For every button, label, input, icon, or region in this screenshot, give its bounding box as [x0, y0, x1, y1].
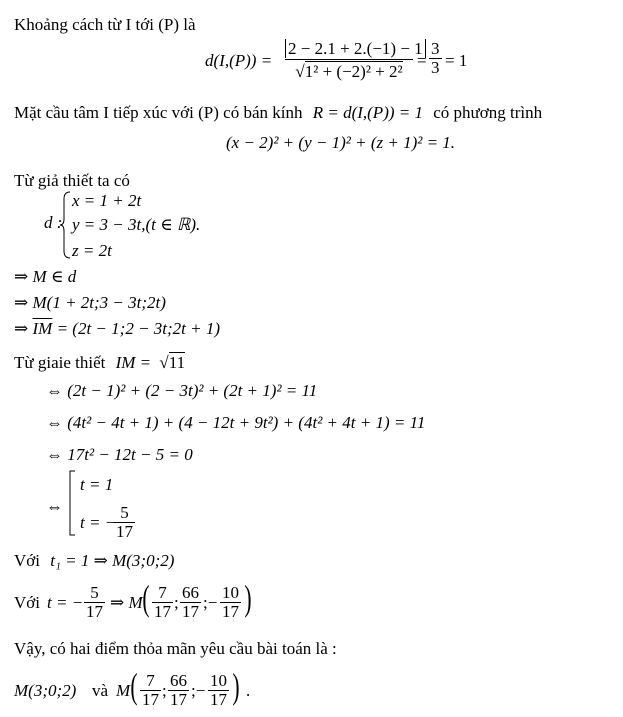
equivalent-symbol: ⇔ [46, 497, 63, 516]
solution-document: Khoảng cách từ I tới (P) là d(I,(P)) = 2 − 2.1 + 2.(−1) − 1 √1² + (−2)² + 2² = $\frac{3}{3}$ = 1 Mặt cầu tâm I tiếp xúc với (P) có bán kính R = d(I,(P)) = 1 có phương trình (x − 2)² + (y − 1)² + (z + 1)² = 1. Từ giả thiết ta có d : x = 1 + 2t y = 3 − 3t,(t ∈ ℝ). z = 2t ⇒ M ∈ d ⇒ M(1 + 2t;3 − 3t;2t) ⇒ $\overline{IM} = (2t$ − 1;2 − 3t;2t + 1) Từ giaie thiết IM = √11 ⇔ (2t − 1)² + (2 − 3t)² + (2t + 1)² = 11 ⇔ (4t² − 4t + 1) + (4 − 12t + 9t²) + (4t² + 4t + 1) = 11 ⇔ 17t² − 12t − 5 = 0 ⇔ t = 1 t = − $\frac{5}{17}$ Với t₁ = 1 ⇒ M(3;0;2) Với t = − $\frac{5}{17}$ ⇒ M ( $\frac{7}{17}$ ; $\frac{66}{17}$ ;− $\frac{10}{17}$ ) Vậy, có hai điểm thỏa mãn yêu cầu bài toán là : M(3;0;2) và M ( $\frac{7}{17}$ ; $\frac{66}{17}$ ;− $\frac{10}{17}$ ) . [0, 0, 623, 717]
implies-m-coords: ⇒ M(1 + 2t;3 − 3t;2t) [14, 293, 166, 312]
vector-im-symbol: $\overline{IM}$ [32, 319, 53, 338]
case-t1: Với t₁ = 1 ⇒ M(3;0;2) [14, 551, 175, 570]
conclusion-text: Vậy, có hai điểm thỏa mãn yêu cầu bài toán là : [14, 639, 337, 658]
distance-numerator: 2 − 2.1 + 2.(−1) − 1 [285, 39, 426, 58]
implies-m-on-d: ⇒ M ∈ d [14, 267, 77, 286]
root-one: t = 1 [80, 475, 114, 494]
sqrt-symbol: √ [295, 62, 305, 81]
line-d-label: d : [44, 213, 63, 232]
hypothesis-heading: Từ giả thiết ta có [14, 171, 130, 190]
system-eq-z: z = 2t [72, 241, 112, 260]
system-eq-y: y = 3 − 3t,(t ∈ ℝ). [72, 215, 201, 234]
distance-heading: Khoảng cách từ I tới (P) là [14, 15, 196, 34]
case-t2: Với t = − $\frac{5}{17}$ ⇒ M ( $\frac{7}{17}$ ; $\frac{66}{17}$ ;− $\frac{10}{17}$ ) [14, 578, 252, 621]
ratio-fraction: $\frac{3}{3}$ [431, 39, 440, 77]
sphere-statement: Mặt cầu tâm I tiếp xúc với (P) có bán kính R = d(I,(P)) = 1 có phương trình [14, 103, 543, 122]
im-condition: Từ giaie thiết IM = √11 [14, 353, 186, 372]
sphere-equation: (x − 2)² + (y − 1)² + (z + 1)² = 1. [226, 133, 456, 152]
vector-im: ⇒ $\overline{IM} = (2t$ − 1;2 − 3t;2t + 1) [14, 319, 221, 338]
distance-denominator: 1² + (−2)² + 2² [304, 62, 403, 81]
system-eq-x: x = 1 + 2t [72, 191, 142, 210]
distance-fraction [285, 39, 423, 81]
point-two: M [116, 681, 131, 700]
point-one: M(3;0;2) [14, 681, 77, 700]
distance-lhs: d(I,(P)) = [205, 51, 273, 70]
distance-result: = 1 [445, 51, 468, 70]
radius-expression: R = d(I,(P)) = 1 [312, 103, 423, 122]
equation-step-2: ⇔ (4t² − 4t + 1) + (4 − 12t + 9t²) + (4t² + 4t + 1) = 11 [46, 413, 426, 432]
roots-bracket [68, 470, 76, 536]
system-brace [60, 191, 72, 259]
final-answer: M(3;0;2) và M ( $\frac{7}{17}$ ; $\frac{66}{17}$ ;− $\frac{10}{17}$ ) . [14, 666, 251, 709]
equation-step-3: ⇔ 17t² − 12t − 5 = 0 [46, 445, 193, 464]
sqrt-eleven: 11 [168, 353, 186, 372]
equation-step-1: ⇔ (2t − 1)² + (2 − 3t)² + (2t + 1)² = 11 [46, 381, 318, 400]
